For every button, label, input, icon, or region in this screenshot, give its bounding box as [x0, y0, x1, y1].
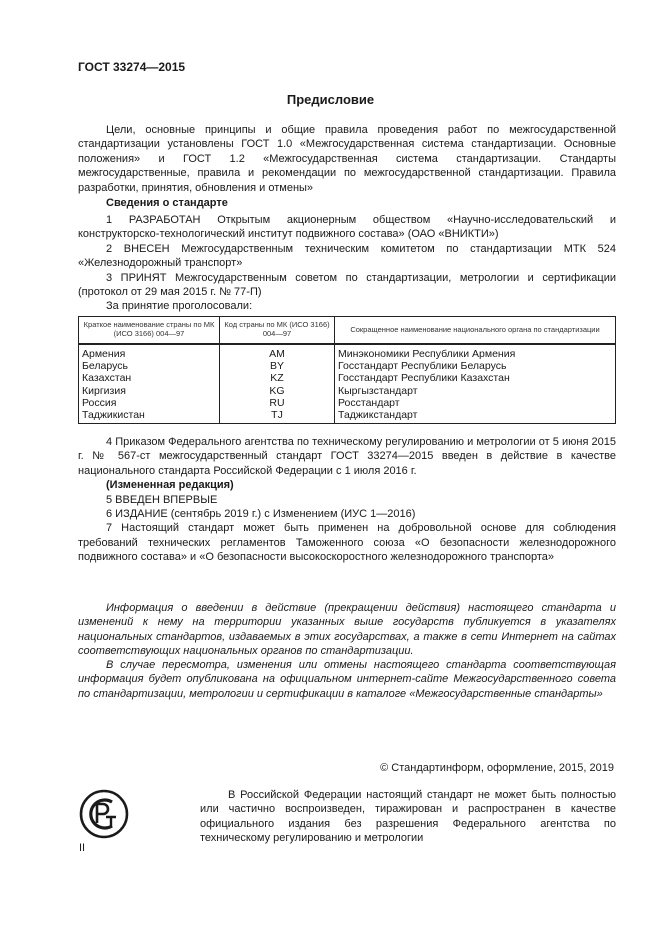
item-introduced: 2 ВНЕСЕН Межгосударственным техническим комитетом по стандартизации МТК 524 «Железнодорожный транспорт»	[78, 242, 616, 270]
cell-code: KG	[220, 385, 335, 397]
info-paragraph-2: В случае пересмотра, изменения или отмены настоящего стандарта соответствующая информация будет опубликована на официальном интернет-сайте Межгосударственного совета по стандартизации, метрологии и сертификации в каталоге «Межгосударственные стандарты»	[78, 659, 616, 700]
cell-country: Таджикистан	[79, 409, 220, 424]
reproduction-restriction	[200, 788, 616, 846]
cell-country: Беларусь	[79, 360, 220, 372]
header-org: Сокращенное наименование национального органа по стандартизации	[335, 317, 616, 345]
cell-code: AM	[220, 344, 335, 360]
item-vote-label: За принятие проголосовали:	[106, 300, 253, 313]
section-heading-block	[78, 196, 616, 210]
enactment-list	[78, 435, 616, 565]
rst-mark-graphic	[78, 788, 130, 840]
rst-certification-mark-icon	[78, 788, 130, 840]
cell-code: KZ	[220, 372, 335, 384]
table-row	[79, 409, 616, 424]
cell-org: Кыргызстандарт	[335, 385, 616, 397]
cell-country: Казахстан	[79, 372, 220, 384]
standard-code-header: ГОСТ 33274—2015	[78, 60, 186, 74]
table-row	[79, 372, 616, 384]
voting-countries-table	[78, 316, 616, 424]
cell-country: Россия	[79, 397, 220, 409]
page-number: II	[79, 842, 86, 854]
page-title: Предисловие	[286, 92, 375, 107]
cell-code: BY	[220, 360, 335, 372]
intro-text: Цели, основные принципы и общие правила проведения работ по межгосударственной стандартизации установлены ГОСТ 1.0 «Межгосударственная система стандартизации. Основные положения» и ГОСТ 1.2 «Межгосударственная система стандартизации. Стандарты межгосударственные, правила и рекомендации по межгосударственной стандартизации. Правила разработки, принятия, обновления и отмены»	[78, 124, 616, 194]
table-row	[79, 385, 616, 397]
cell-org: Минэкономики Республики Армения	[335, 344, 616, 360]
publication-info	[78, 601, 616, 701]
table-row	[79, 360, 616, 372]
table-header-row	[79, 317, 616, 345]
table-row	[79, 397, 616, 409]
intro-paragraph	[78, 123, 616, 195]
copyright-notice: © Стандартинформ, оформление, 2015, 2019	[380, 762, 614, 774]
info-paragraph-1: Информация о введении в действие (прекращении действия) настоящего стандарта и изменений к нему на территории указанных выше государств публикуется в указателях национальных стандартов, издаваемых в этих государствах, а также в сети Интернет на сайтах соответствующих национальных органов по стандартизации.	[78, 602, 616, 657]
item-adopted: 3 ПРИНЯТ Межгосударственным советом по стандартизации, метрологии и сертификации (протокол от 29 мая 2015 г. № 77-П)	[78, 271, 616, 299]
cell-org: Госстандарт Республики Казахстан	[335, 372, 616, 384]
amended-note: (Измененная редакция)	[106, 479, 234, 492]
cell-org: Таджикстандарт	[335, 409, 616, 424]
standard-info-list	[78, 213, 616, 314]
item-developed: 1 РАЗРАБОТАН Открытым акционерным обществом «Научно-исследовательский и конструкторско-технологический институт подвижного состава» (ОАО «ВНИКТИ»)	[78, 214, 616, 241]
section-heading: Сведения о стандарте	[106, 197, 228, 209]
cell-org: Госстандарт Республики Беларусь	[335, 360, 616, 372]
header-code: Код страны по МК (ИСО 3166) 004—97	[220, 317, 335, 345]
item-edition: 6 ИЗДАНИЕ (сентябрь 2019 г.) с Изменением (ИУС 1—2016)	[106, 508, 416, 521]
cell-code: RU	[220, 397, 335, 409]
cell-code: TJ	[220, 409, 335, 424]
header-country: Краткое наименование страны по МК (ИСО 3166) 004—97	[79, 317, 220, 345]
item-applicability: 7 Настоящий стандарт может быть применен на добровольной основе для соблюдения требований технических регламентов Таможенного союза «О безопасности железнодорожного подвижного состава» и «О безопасности высокоскоростного железнодорожного транспорта»	[78, 522, 616, 564]
cell-country: Армения	[79, 344, 220, 360]
cell-org: Росстандарт	[335, 397, 616, 409]
legal-text: В Российской Федерации настоящий стандарт не может быть полностью или частично воспроизведен, тиражирован и распространен в качестве официального издания без разрешения Федерального агентства по техническому регулированию и метрологии	[200, 789, 616, 845]
item-first-introduced: 5 ВВЕДЕН ВПЕРВЫЕ	[106, 493, 218, 506]
item-order: 4 Приказом Федерального агентства по техническому регулированию и метрологии от 5 июня 2015 г. № 567-ст межгосударственный стандарт ГОСТ 33274—2015 введен в действие в качестве национального стандарта Российской Федерации с 1 июля 2016 г.	[78, 436, 616, 477]
table-row	[79, 344, 616, 360]
cell-country: Киргизия	[79, 385, 220, 397]
